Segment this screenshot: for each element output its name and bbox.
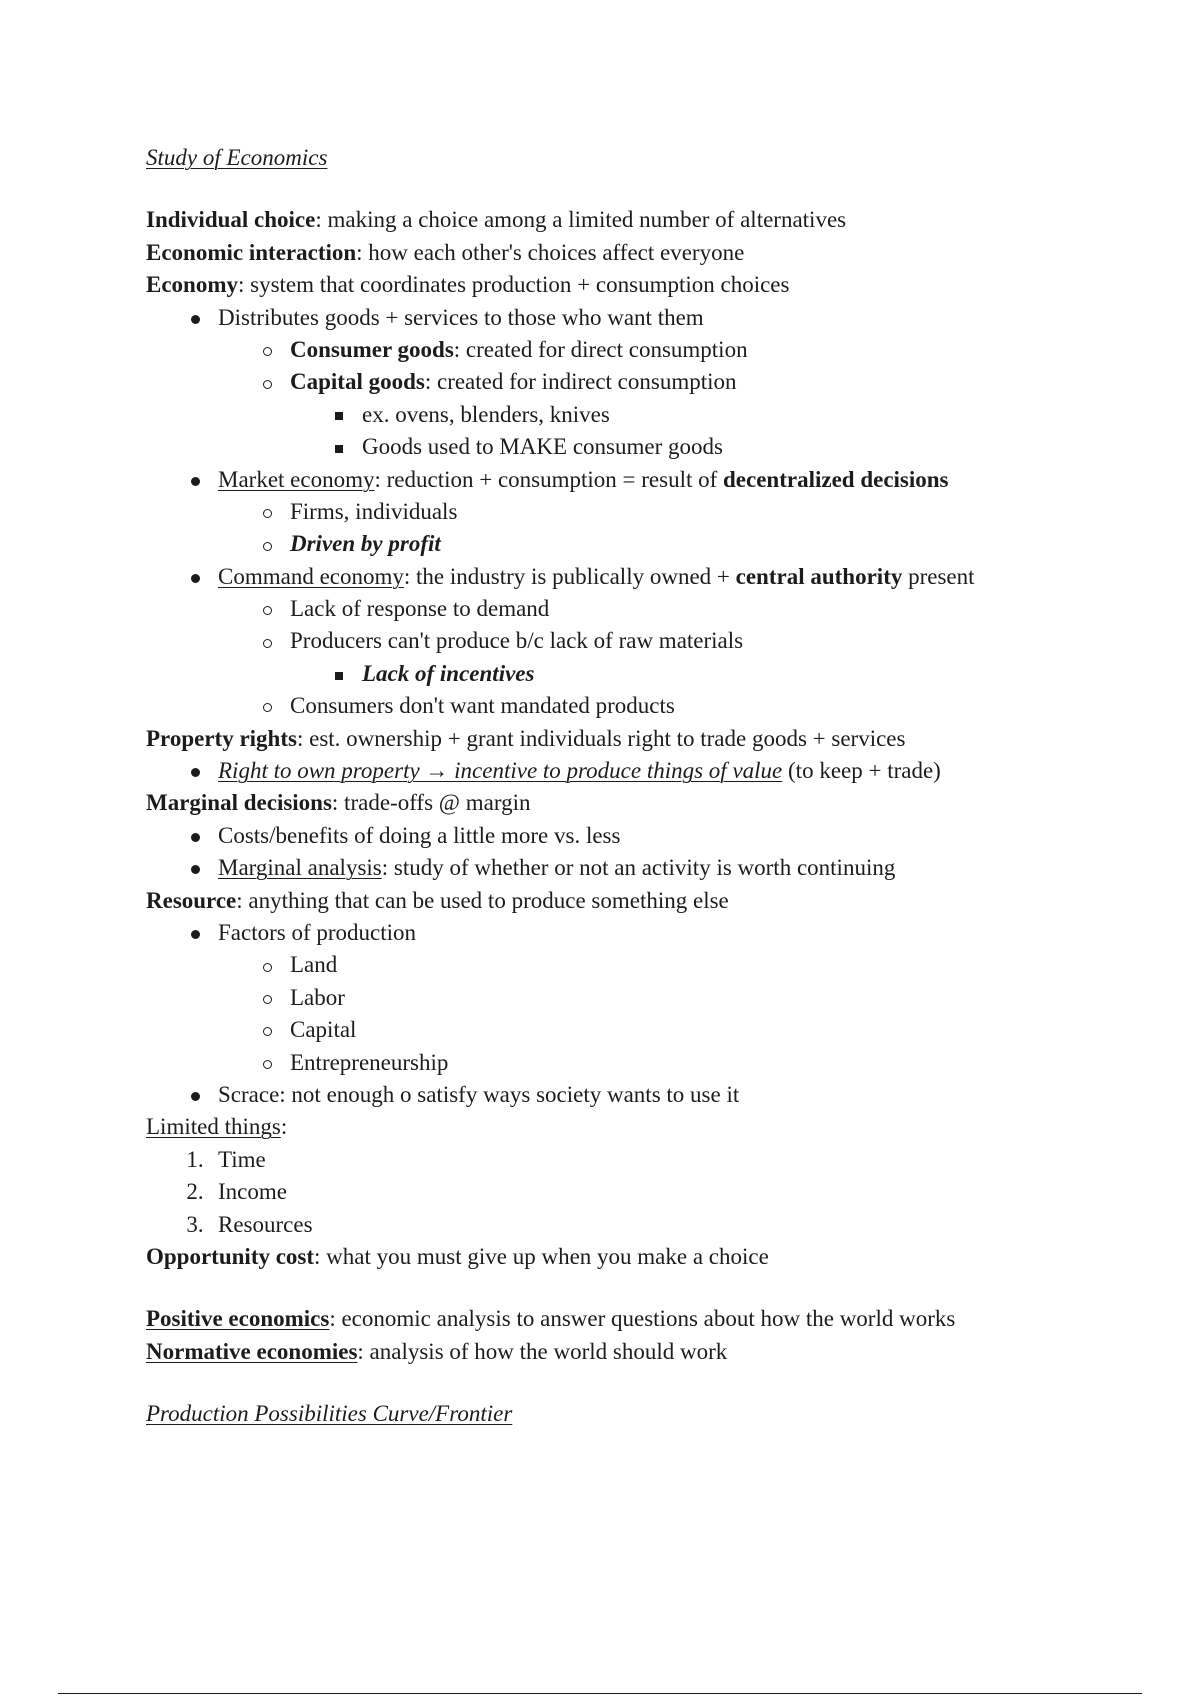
bullet-icon (182, 561, 208, 593)
list-item (146, 917, 1146, 949)
square-bullet-icon (326, 399, 352, 431)
list-item-text: ex. ovens, blenders, knives (362, 401, 610, 427)
list-item-text: Time (218, 1146, 266, 1172)
section-title-text: Production Possibilities Curve/Frontier (146, 1401, 513, 1427)
definition: : anything that can be used to produce something else (236, 887, 729, 913)
list-item-text: Goods used to MAKE consumer goods (362, 434, 723, 460)
definition-tail: present (902, 563, 975, 589)
numbered-item (146, 1144, 1146, 1176)
definition: : system that coordinates production + consumption choices (238, 272, 790, 298)
list-item-text: Producers can't produce b/c lack of raw materials (290, 628, 744, 654)
definition: : trade-offs @ margin (331, 790, 531, 816)
list-number: 1. (186, 1146, 204, 1172)
list-item (146, 1079, 1146, 1111)
page-bottom-rule (58, 1693, 1142, 1694)
list-item (146, 820, 1146, 852)
term: Positive economics (146, 1306, 330, 1332)
definition: : analysis of how the world should work (357, 1338, 728, 1364)
list-item-text: Lack of response to demand (290, 596, 550, 622)
definition: : economic analysis to answer questions about how the world works (329, 1306, 956, 1332)
definition: : created for indirect consumption (424, 369, 737, 395)
list-item-text: Factors of production (218, 919, 417, 945)
numbered-item (146, 1209, 1146, 1241)
list-item (146, 949, 1146, 981)
square-bullet-icon (326, 658, 352, 690)
definition-individual-choice (146, 204, 1146, 236)
list-item-text: Right to own property → incentive to produce things of value (218, 758, 783, 784)
definition-economy (146, 269, 1146, 301)
definition: : what you must give up when you make a choice (314, 1243, 769, 1269)
definition: : created for direct consumption (453, 336, 748, 362)
hollow-bullet-icon (254, 334, 280, 366)
list-item-text: Driven by profit (290, 531, 441, 557)
list-item (146, 302, 1146, 334)
list-item-text: Costs/benefits of doing a little more vs. less (218, 822, 621, 848)
bullet-icon (182, 302, 208, 334)
list-item (146, 593, 1146, 625)
term: Market economy (218, 466, 375, 492)
definition: : how each other's choices affect everyone (356, 239, 745, 265)
hollow-bullet-icon (254, 1014, 280, 1046)
list-item-text: Distributes goods + services to those who want them (218, 304, 704, 330)
term: Marginal decisions (146, 790, 332, 816)
term: Individual choice (146, 207, 316, 233)
definition-normative-economies (146, 1336, 1146, 1368)
limited-things-heading (146, 1111, 1146, 1143)
list-item-text: Consumers don't want mandated products (290, 693, 675, 719)
list-item (146, 1014, 1146, 1046)
term: Command economy (218, 563, 404, 589)
list-item-text: Scrace: not enough o satisfy ways society wants to use it (218, 1081, 740, 1107)
list-item (146, 982, 1146, 1014)
list-item (146, 528, 1146, 560)
definition-economic-interaction (146, 237, 1146, 269)
bullet-icon (182, 755, 208, 787)
list-item-tail: (to keep + trade) (782, 758, 941, 784)
list-item (146, 1047, 1146, 1079)
definition-opportunity-cost (146, 1241, 1146, 1273)
term: Capital goods (290, 369, 425, 395)
definition: : making a choice among a limited number of alternatives (315, 207, 847, 233)
hollow-bullet-icon (254, 982, 280, 1014)
term: Normative economies (146, 1338, 358, 1364)
spacer (146, 1368, 1146, 1398)
spacer (146, 1273, 1146, 1303)
list-item-text: Entrepreneurship (290, 1049, 449, 1075)
list-item (146, 658, 1146, 690)
bullet-icon (182, 820, 208, 852)
notes-document (146, 142, 1146, 1430)
list-item (146, 496, 1146, 528)
bullet-icon (182, 1079, 208, 1111)
list-item (146, 755, 1146, 787)
list-item (146, 431, 1146, 463)
bullet-icon (182, 464, 208, 496)
list-number: 2. (186, 1179, 204, 1205)
bullet-icon (182, 852, 208, 884)
list-item (146, 852, 1146, 884)
section-title-text: Study of Economics (146, 145, 328, 170)
spacer (146, 174, 1146, 204)
hollow-bullet-icon (254, 949, 280, 981)
list-item-text: Firms, individuals (290, 498, 458, 524)
definition: : study of whether or not an activity is worth continuing (381, 855, 896, 881)
bullet-icon (182, 917, 208, 949)
list-item-text: Labor (290, 984, 345, 1010)
hollow-bullet-icon (254, 496, 280, 528)
square-bullet-icon (326, 431, 352, 463)
term: Property rights (146, 725, 297, 751)
list-item (146, 625, 1146, 657)
definition: : the industry is publically owned + (403, 563, 736, 589)
list-number: 3. (186, 1211, 204, 1237)
list-item (146, 366, 1146, 398)
list-item (146, 399, 1146, 431)
section-title (146, 1398, 1146, 1430)
term: Resource (146, 887, 237, 913)
term: Consumer goods (290, 336, 454, 362)
term: Economic interaction (146, 239, 357, 265)
term: Marginal analysis (218, 855, 382, 881)
definition: : est. ownership + grant individuals right to trade goods + services (296, 725, 906, 751)
list-item-text: Land (290, 952, 338, 978)
hollow-bullet-icon (254, 528, 280, 560)
list-item (146, 690, 1146, 722)
list-item-text: Lack of incentives (362, 660, 535, 686)
list-item (146, 464, 1146, 496)
definition: : reduction + consumption = result of (374, 466, 724, 492)
heading-colon: : (280, 1114, 288, 1140)
list-item-text: Income (218, 1179, 287, 1205)
definition-property-rights (146, 723, 1146, 755)
hollow-bullet-icon (254, 366, 280, 398)
hollow-bullet-icon (254, 625, 280, 657)
list-item-text: Resources (218, 1211, 313, 1237)
numbered-item (146, 1176, 1146, 1208)
hollow-bullet-icon (254, 593, 280, 625)
list-item (146, 334, 1146, 366)
definition-marginal-decisions (146, 787, 1146, 819)
list-item (146, 561, 1146, 593)
emphasis: central authority (735, 563, 903, 589)
definition-positive-economics (146, 1303, 1146, 1335)
definition-resource (146, 885, 1146, 917)
emphasis: decentralized decisions (723, 466, 949, 492)
hollow-bullet-icon (254, 690, 280, 722)
section-title (146, 142, 1146, 174)
list-item-text: Capital (290, 1017, 357, 1043)
hollow-bullet-icon (254, 1047, 280, 1079)
term: Opportunity cost (146, 1243, 315, 1269)
term: Economy (146, 272, 238, 298)
heading-text: Limited things (146, 1114, 281, 1140)
